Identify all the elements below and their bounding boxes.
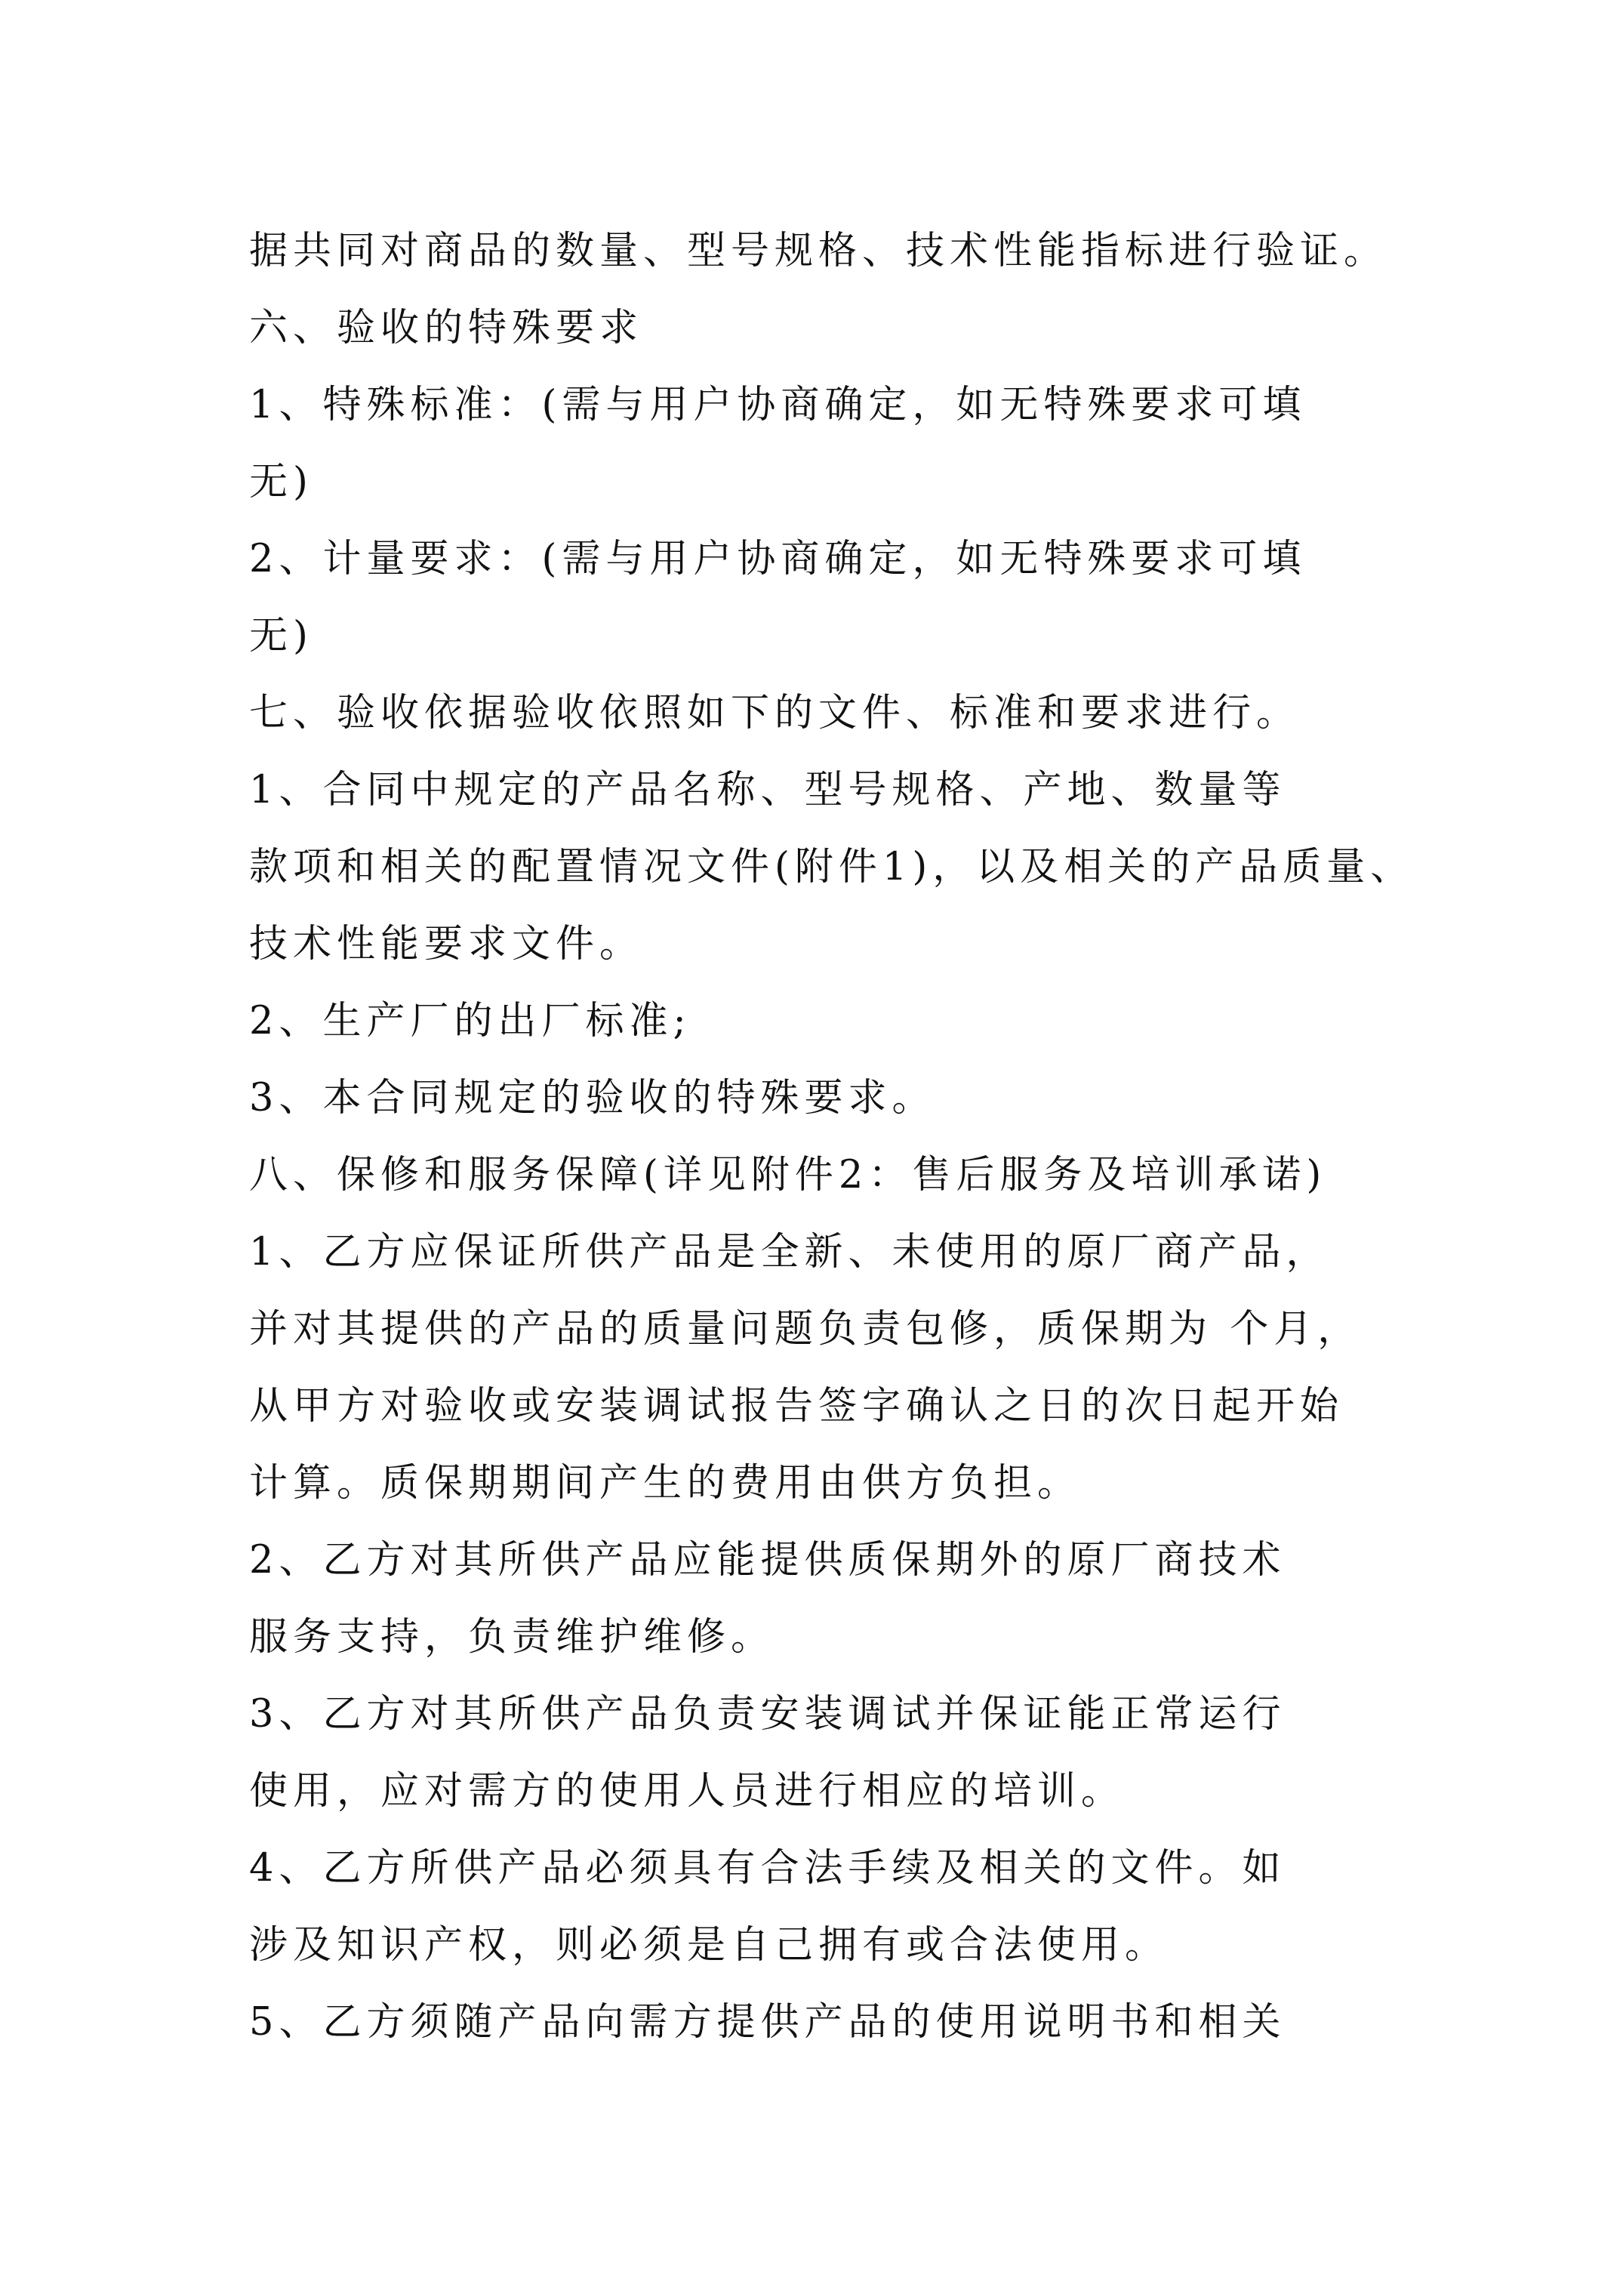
text-line: 计算。质保期期间产生的费用由供方负担。 xyxy=(249,1461,1082,1505)
text-line: 3、本合同规定的验收的特殊要求。 xyxy=(249,1076,936,1120)
text-line: 使用，应对需方的使用人员进行相应的培训。 xyxy=(249,1769,1126,1814)
text-line: 1、特殊标准：(需与用户协商确定，如无特殊要求可填 xyxy=(249,383,1307,427)
text-line: 服务支持，负责维护维修。 xyxy=(249,1615,775,1660)
text-line: 4、乙方所供产品必须具有合法手续及相关的文件。如 xyxy=(249,1846,1286,1891)
text-line: 并对其提供的产品的质量问题负责包修，质保期为 个月， xyxy=(249,1307,1362,1351)
text-line: 2、生产厂的出厂标准; xyxy=(249,999,691,1043)
text-line: 2、计量要求：(需与用户协商确定，如无特殊要求可填 xyxy=(249,537,1307,581)
text-line: 1、乙方应保证所供产品是全新、未使用的原厂商产品， xyxy=(249,1230,1330,1274)
text-line: 据共同对商品的数量、型号规格、技术性能指标进行验证。 xyxy=(249,229,1388,273)
text-line: 无) xyxy=(249,614,313,658)
section-heading-six: 六、验收的特殊要求 xyxy=(249,306,644,350)
text-line: 3、乙方对其所供产品负责安装调试并保证能正常运行 xyxy=(249,1692,1286,1737)
text-line: 技术性能要求文件。 xyxy=(249,922,644,966)
text-line: 5、乙方须随产品向需方提供产品的使用说明书和相关 xyxy=(249,2000,1286,2045)
text-line: 2、乙方对其所供产品应能提供质保期外的原厂商技术 xyxy=(249,1538,1286,1583)
section-heading-eight: 八、保修和服务保障(详见附件2：售后服务及培训承诺) xyxy=(249,1153,1327,1197)
text-line: 涉及知识产权，则必须是自己拥有或合法使用。 xyxy=(249,1923,1169,1968)
section-heading-seven: 七、验收依据验收依照如下的文件、标准和要求进行。 xyxy=(249,691,1301,735)
text-line: 款项和相关的配置情况文件(附件1)，以及相关的产品质量、 xyxy=(249,845,1415,889)
document-body xyxy=(249,213,1415,2061)
text-line: 1、合同中规定的产品名称、型号规格、产地、数量等 xyxy=(249,768,1286,812)
text-line: 无) xyxy=(249,460,313,504)
text-line: 从甲方对验收或安装调试报告签字确认之日的次日起开始 xyxy=(249,1384,1344,1428)
